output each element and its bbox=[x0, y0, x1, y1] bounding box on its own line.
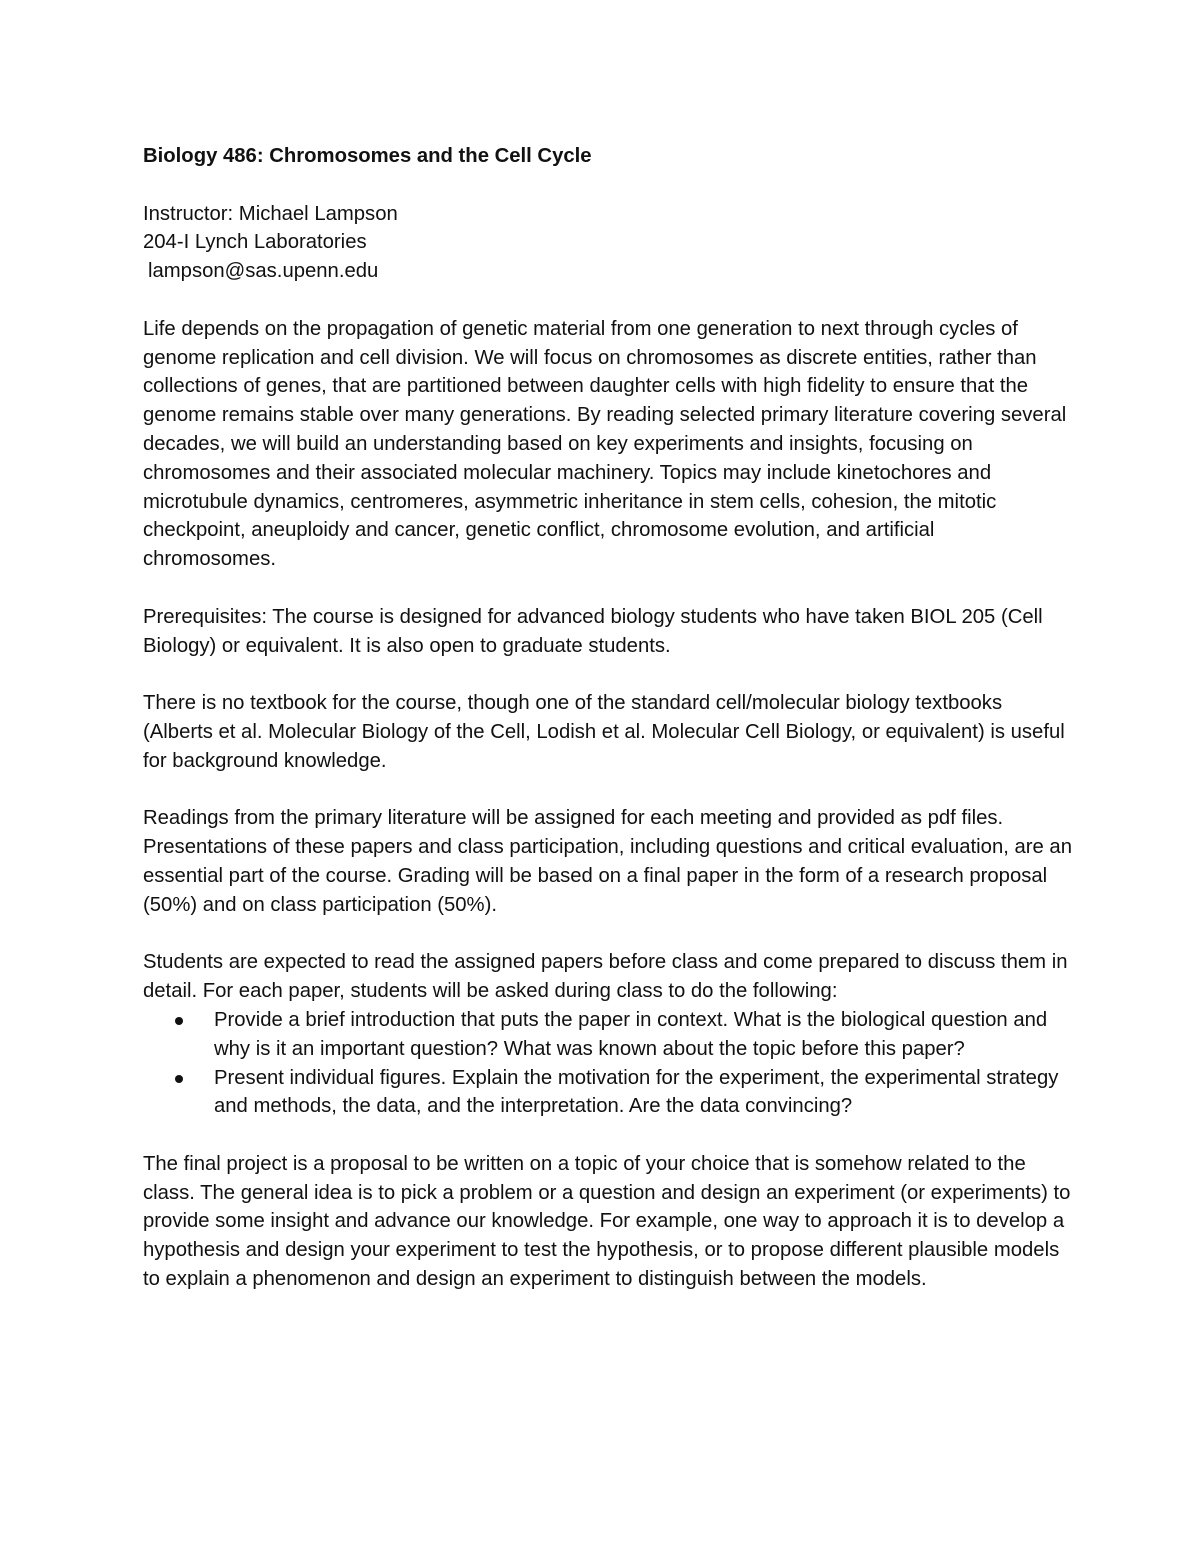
spacer bbox=[143, 1121, 1073, 1150]
list-item-text: Present individual figures. Explain the motivation for the experiment, the experimental strategy and methods, the data, and the interpretation. Are the data convincing? bbox=[214, 1066, 1059, 1118]
expectations-paragraph: Students are expected to read the assigned papers before class and come prepared to discuss them in detail. For each paper, students will be asked during class to do the following: bbox=[143, 951, 1068, 1003]
instructor-email: lampson@sas.upenn.edu bbox=[148, 260, 379, 283]
spacer bbox=[143, 286, 1073, 315]
spacer bbox=[143, 776, 1073, 805]
spacer bbox=[143, 574, 1073, 603]
list-item-text: Provide a brief introduction that puts the paper in context. What is the biological question and why is it an important question? What was known about the topic before this paper? bbox=[214, 1008, 1048, 1060]
task-list bbox=[143, 1006, 1073, 1121]
bullet-icon bbox=[175, 1017, 183, 1025]
list-item bbox=[143, 1064, 1073, 1122]
spacer bbox=[143, 660, 1073, 689]
bullet-icon bbox=[175, 1075, 183, 1083]
final-project-paragraph: The final project is a proposal to be written on a topic of your choice that is somehow related to the class. The general idea is to pick a problem or a question and design an experiment (or experiments) to provide some insight and advance our knowledge. For example, one way to approach it is to develop a hypothesis and design your experiment to test the hypothesis, or to propose different plausible models to explain a phenomenon and design an experiment to distinguish between the models. bbox=[143, 1152, 1071, 1291]
list-item bbox=[143, 1006, 1073, 1064]
instructor-name: Instructor: Michael Lampson bbox=[143, 202, 398, 225]
readings-paragraph: Readings from the primary literature will be assigned for each meeting and provided as pdf files. Presentations of these papers and class participation, including questions and critical evaluation, are an essential part of the course. Grading will be based on a final paper in the form of a research proposal (50%) and on class participation (50%). bbox=[143, 807, 1072, 916]
course-title: Biology 486: Chromosomes and the Cell Cycle bbox=[143, 145, 592, 167]
intro-paragraph: Life depends on the propagation of genetic material from one generation to next through cycles of genome replication and cell division. We will focus on chromosomes as discrete entities, rather than collections of genes, that are partitioned between daughter cells with high fidelity to ensure that the genome remains stable over many generations. By reading selected primary literature covering several decades, we will build an understanding based on key experiments and insights, focusing on chromosomes and their associated molecular machinery. Topics may include kinetochores and microtubule dynamics, centromeres, asymmetric inheritance in stem cells, cohesion, the mitotic checkpoint, aneuploidy and cancer, genetic conflict, chromosome evolution, and artificial chromosomes. bbox=[143, 317, 1067, 571]
spacer bbox=[143, 171, 1073, 200]
prerequisites-paragraph: Prerequisites: The course is designed for advanced biology students who have taken BIOL 205 (Cell Biology) or equivalent. It is also open to graduate students. bbox=[143, 605, 1043, 657]
textbook-paragraph: There is no textbook for the course, though one of the standard cell/molecular biology textbooks (Alberts et al. Molecular Biology of the Cell, Lodish et al. Molecular Cell Biology, or equivalent) is useful for background knowledge. bbox=[143, 692, 1065, 772]
spacer bbox=[143, 920, 1073, 949]
document-page bbox=[143, 142, 1073, 1294]
instructor-office: 204-I Lynch Laboratories bbox=[143, 231, 367, 254]
